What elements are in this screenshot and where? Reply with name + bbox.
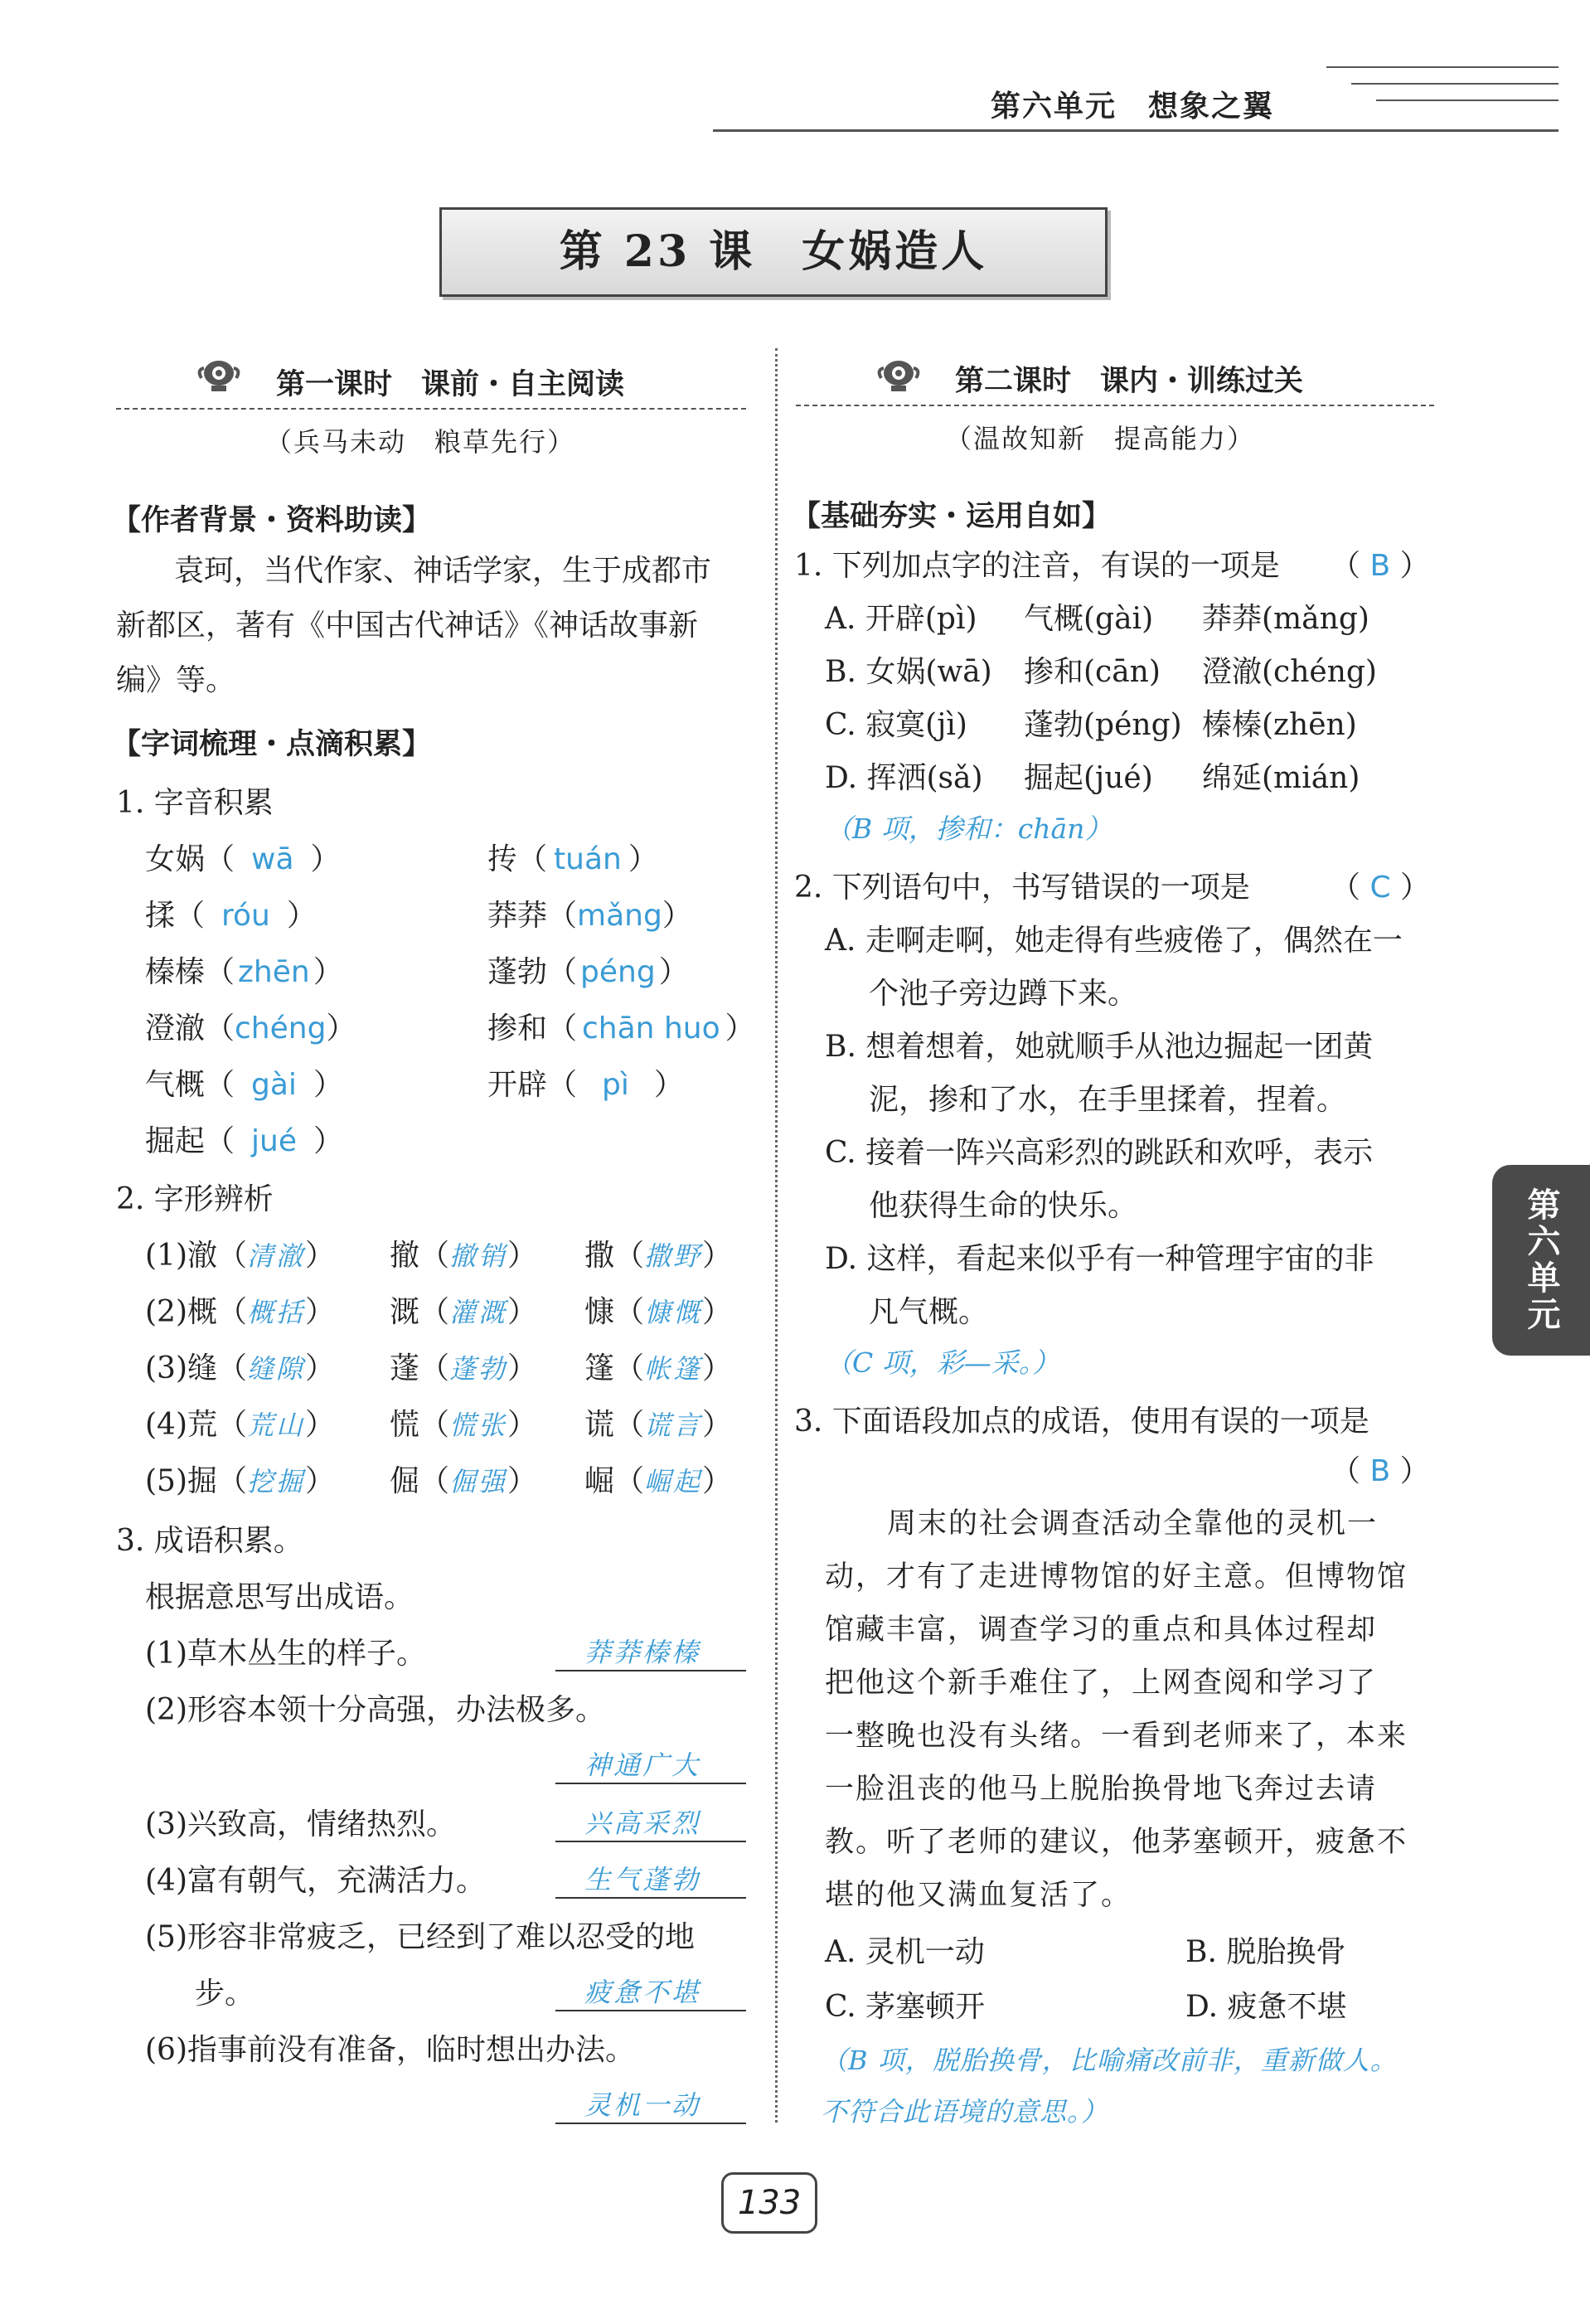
passage-line: 教。听了老师的建议，他茅塞顿开，疲惫不 xyxy=(825,1826,1408,1859)
column-divider xyxy=(775,348,778,2123)
r-q2-option-cont: 凡气概。 xyxy=(869,1295,989,1329)
lesson-title: 第 23 课 女娲造人 xyxy=(559,226,988,277)
r-q3-note: （B 项，脱胎换骨，比喻痛改前非，重新做人。 xyxy=(821,2045,1398,2076)
pinyin-item: 抟（ tuán ） xyxy=(487,842,658,876)
r-q2-stem: 2. 下列语句中，书写错误的一项是 xyxy=(794,871,1250,905)
pinyin-item: 莽莽（mǎng） xyxy=(487,899,692,933)
q1-title: 1. 字音积累 xyxy=(116,786,274,820)
page-number: 133 xyxy=(737,2184,802,2222)
r-q3-option: A. 灵机一动 xyxy=(825,1935,985,1969)
header-rule xyxy=(713,129,1558,132)
left-heading: 第一课时 课前・自主阅读 xyxy=(276,368,625,401)
author-text-line: 编》等。 xyxy=(116,663,236,697)
section-author-background: 【作者背景・资料助读】 xyxy=(112,504,432,537)
header-deco-line xyxy=(1376,99,1558,101)
r-q1-option: 莽莽(mǎng) xyxy=(1202,602,1369,636)
r-q2-option: B. 想着想着，她就顺手从池边掘起一团黄 xyxy=(825,1030,1374,1064)
r-q1-option: 掺和(cān) xyxy=(1024,655,1161,689)
pinyin-item: 掺和（ chān huo ） xyxy=(487,1012,755,1046)
r-q1-option: 澄澈(chéng) xyxy=(1202,655,1377,689)
r-q3-answer-bracket: （ B ） xyxy=(1331,1454,1430,1488)
r-q2-option: C. 接着一阵兴高彩烈的跳跃和欢呼，表示 xyxy=(825,1136,1374,1170)
r-q1-option: 气概(gài) xyxy=(1024,602,1154,636)
idiom-answer: 神通广大 xyxy=(584,1749,701,1781)
answer-line xyxy=(555,1841,746,1842)
right-subtitle: （温故知新 提高能力） xyxy=(945,423,1256,454)
idiom-answer: 生气蓬勃 xyxy=(584,1864,701,1895)
q2-title: 2. 字形辨析 xyxy=(116,1182,274,1216)
header-title: 第六单元 想象之翼 xyxy=(991,90,1275,124)
r-q2-note: （C 项，彩—采。） xyxy=(825,1346,1060,1379)
r-q3-option: D. 疲惫不堪 xyxy=(1185,1990,1347,2024)
idiom-question: (2)形容本领十分高强，办法极多。 xyxy=(145,1693,605,1727)
right-heading-rule xyxy=(796,405,1434,406)
answer-line xyxy=(555,2010,746,2011)
r-q3-option: B. 脱胎换骨 xyxy=(1185,1935,1346,1969)
page-number-box xyxy=(721,2172,817,2234)
passage-line: 一整晚也没有头绪。一看到老师来了，本来 xyxy=(825,1720,1408,1753)
passage-line: 一脸沮丧的他马上脱胎换骨地飞奔过去请 xyxy=(825,1773,1378,1806)
idiom-question: (6)指事前没有准备，临时想出办法。 xyxy=(145,2033,635,2067)
passage-line: 馆藏丰富，调查学习的重点和具体过程却 xyxy=(825,1613,1378,1647)
idiom-question: (1)草木丛生的样子。 xyxy=(145,1637,426,1671)
r-q2-option: D. 这样，看起来似乎有一种管理宇宙的非 xyxy=(825,1242,1374,1276)
pinyin-item: 揉（ róu ） xyxy=(145,899,317,933)
author-text-line: 新都区，著有《中国古代神话》《神话故事新 xyxy=(116,609,699,643)
r-q1-stem: 1. 下列加点字的注音，有误的一项是 xyxy=(794,549,1280,583)
r-q2-option: A. 走啊走啊，她走得有些疲倦了，偶然在一 xyxy=(825,924,1403,958)
idiom-question: (4)富有朝气，充满活力。 xyxy=(145,1864,486,1898)
r-q2-option-cont: 他获得生命的快乐。 xyxy=(869,1189,1138,1223)
unit-side-tab: 第六单元 xyxy=(1492,1165,1590,1356)
author-text-line: 袁珂，当代作家、神话学家，生于成都市 xyxy=(174,554,712,588)
passage-line: 动，才有了走进博物馆的好主意。但博物馆 xyxy=(825,1560,1408,1594)
r-q3-stem: 3. 下面语段加点的成语，使用有误的一项是 xyxy=(794,1405,1369,1439)
answer-line xyxy=(555,1670,746,1671)
r-q1-option: 绵延(mián) xyxy=(1202,761,1360,795)
r-q1-option: B. 女娲(wā) xyxy=(825,655,992,689)
header-deco-line xyxy=(1351,83,1558,85)
passage-line: 堪的他又满血复活了。 xyxy=(825,1879,1132,1912)
pinyin-item: 澄澈（chéng） xyxy=(145,1012,356,1046)
q3-intro: 根据意思写出成语。 xyxy=(145,1580,414,1614)
q3-title: 3. 成语积累。 xyxy=(116,1524,303,1558)
left-subtitle: （兵马未动 粮草先行） xyxy=(265,426,576,458)
answer-line xyxy=(555,2123,746,2124)
pinyin-item: 蓬勃（ péng ） xyxy=(487,955,689,989)
answer-line xyxy=(555,1897,746,1899)
trophy-icon xyxy=(875,358,923,393)
pinyin-item: 女娲（ wā ） xyxy=(145,842,341,876)
r-q2-option-cont: 个池子旁边蹲下来。 xyxy=(869,977,1138,1011)
idiom-question-cont: 步。 xyxy=(195,1977,255,2011)
passage-line: 周末的社会调查活动全靠他的灵机一 xyxy=(887,1507,1379,1540)
section-word-review: 【字词梳理・点滴积累】 xyxy=(112,728,432,761)
r-q1-option: D. 挥洒(sǎ) xyxy=(825,761,983,795)
r-q1-note: （B 项，掺和：chān） xyxy=(825,813,1113,845)
idiom-question: (3)兴致高，情绪热烈。 xyxy=(145,1807,456,1841)
idiom-answer: 莽莽榛榛 xyxy=(584,1637,701,1668)
idiom-answer: 疲惫不堪 xyxy=(584,1977,701,2008)
r-q2-option-cont: 泥，掺和了水，在手里揉着，捏着。 xyxy=(869,1083,1347,1117)
answer-line xyxy=(555,1783,746,1784)
section-basics: 【基础夯实・运用自如】 xyxy=(792,500,1112,533)
pinyin-item: 气概（ gài ） xyxy=(145,1068,343,1102)
pinyin-item: 开辟（ pì ） xyxy=(487,1068,684,1102)
trophy-icon xyxy=(195,358,243,393)
idiom-question: (5)形容非常疲乏，已经到了难以忍受的地 xyxy=(145,1920,695,1954)
r-q1-option: C. 寂寞(jì) xyxy=(825,708,967,742)
r-q1-option: A. 开辟(pì) xyxy=(825,602,977,636)
r-q1-option: 蓬勃(péng) xyxy=(1024,708,1182,742)
lesson-title-box xyxy=(439,207,1108,297)
right-heading: 第二课时 课内・训练过关 xyxy=(955,365,1304,398)
r-q1-option: 榛榛(zhēn) xyxy=(1202,708,1357,742)
header-deco-line xyxy=(1326,66,1558,68)
r-q1-option: 掘起(jué) xyxy=(1024,761,1153,795)
pinyin-item: 榛榛（ zhēn ） xyxy=(145,955,343,989)
idiom-answer: 灵机一动 xyxy=(584,2089,701,2121)
left-heading-rule xyxy=(116,408,746,410)
idiom-answer: 兴高采烈 xyxy=(584,1807,701,1839)
r-q2-answer-bracket: （ C ） xyxy=(1331,871,1431,905)
r-q3-option: C. 茅塞顿开 xyxy=(825,1990,986,2024)
pinyin-item: 掘起（ jué ） xyxy=(145,1124,343,1158)
r-q3-note: 不符合此语境的意思。） xyxy=(821,2096,1109,2128)
r-q1-answer-bracket: （ B ） xyxy=(1331,549,1430,583)
passage-line: 把他这个新手难住了，上网查阅和学习了 xyxy=(825,1667,1378,1700)
